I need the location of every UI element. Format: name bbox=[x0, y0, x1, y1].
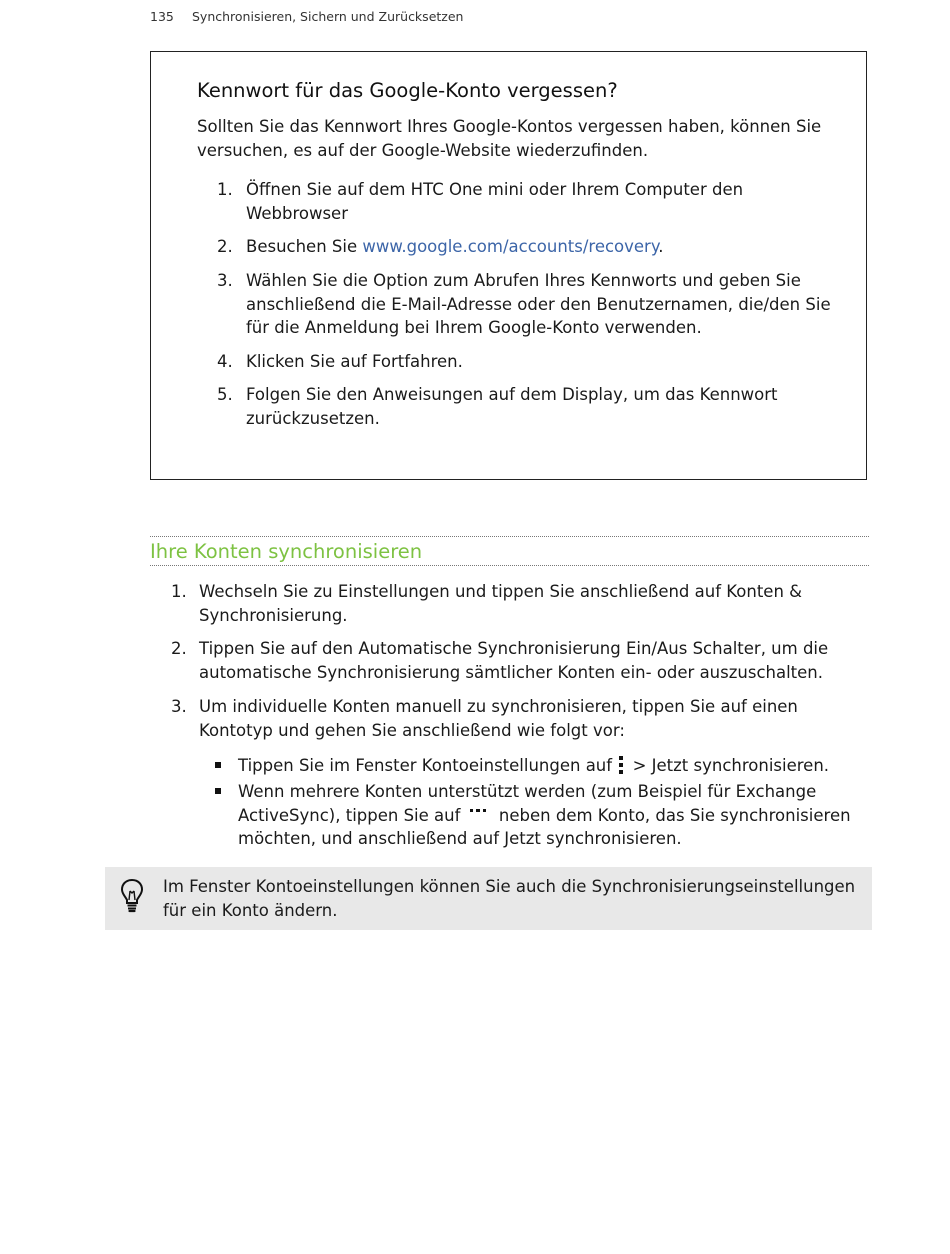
step-text-part: Schalter, um die automatische Synchronisierung sämtlicher Konten ein- oder auszuschalten. bbox=[199, 639, 829, 682]
bullet-marker bbox=[215, 788, 221, 794]
page-number: 135 bbox=[150, 9, 174, 24]
bullet-marker bbox=[215, 762, 221, 768]
bullet-text-part: > bbox=[627, 756, 652, 775]
step-text bbox=[246, 350, 846, 374]
ui-term: Ein/Aus bbox=[625, 639, 688, 658]
step-text-part: . bbox=[342, 605, 348, 625]
bullet-text-part: Wenn mehrere Konten unterstützt werden (zum Beispiel für Exchange ActiveSync), tippen Sie auf bbox=[238, 782, 817, 825]
step-text-part: . bbox=[457, 352, 463, 371]
bullet-text-part: . bbox=[823, 756, 830, 775]
bullet-text-part: . bbox=[676, 829, 682, 848]
step-text: Wählen Sie die Option zum Abrufen Ihres Kennworts und geben Sie anschließend die E-Mail-Adresse oder den Benutzernamen, die/den Sie für die Anmeldung bei Ihrem Google-Konto verwenden. bbox=[246, 271, 831, 337]
more-horizontal-icon bbox=[470, 809, 488, 817]
lightbulb-icon bbox=[119, 878, 145, 914]
bullet-text bbox=[238, 780, 863, 851]
page-header bbox=[150, 9, 463, 24]
step-number: 4. bbox=[217, 352, 233, 371]
tip-text: Im Fenster Kontoeinstellungen können Sie auch die Synchronisierungseinstellungen für ein Konto ändern. bbox=[163, 877, 856, 920]
ui-term: Jetzt synchronisieren bbox=[504, 829, 677, 848]
bullet-text-part: neben dem Konto, das Sie synchronisieren möchten, und anschließend auf bbox=[238, 805, 851, 848]
ui-term: Konten & Synchronisierung bbox=[199, 582, 803, 625]
bullet-text bbox=[238, 754, 878, 778]
more-vertical-icon bbox=[619, 756, 623, 774]
section-divider-bottom bbox=[150, 565, 869, 566]
step-text-part: Besuchen Sie bbox=[246, 237, 363, 256]
box-intro: Sollten Sie das Kennwort Ihres Google-Kontos vergessen haben, können Sie versuchen, es auf der Google-Website wiederzufinden. bbox=[197, 117, 822, 160]
step-text-part: Tippen Sie auf den Automatische Synchronisierung bbox=[199, 639, 626, 658]
step-number: 5. bbox=[217, 385, 233, 404]
step-text: Öffnen Sie auf dem HTC One mini oder Ihrem Computer den Webbrowser bbox=[246, 180, 744, 223]
step-text bbox=[199, 580, 819, 627]
tip-box bbox=[105, 867, 872, 930]
box-title: Kennwort für das Google-Konto vergessen? bbox=[197, 79, 618, 102]
step-number: 3. bbox=[171, 697, 187, 716]
step-text-part: Wechseln Sie zu Einstellungen und tippen Sie anschließend auf bbox=[199, 582, 727, 601]
info-box bbox=[150, 51, 867, 480]
step-text bbox=[246, 235, 846, 259]
section-title: Ihre Konten synchronisieren bbox=[150, 540, 423, 563]
step-number: 1. bbox=[217, 180, 233, 199]
chapter-title: Synchronisieren, Sichern und Zurücksetzen bbox=[192, 9, 464, 24]
step-number: 2. bbox=[217, 237, 233, 256]
step-number: 2. bbox=[171, 639, 187, 658]
bullet-text-part: Tippen Sie im Fenster Kontoeinstellungen auf bbox=[238, 756, 618, 775]
step-text-part: . bbox=[658, 237, 664, 256]
step-text bbox=[199, 637, 849, 684]
step-text: Um individuelle Konten manuell zu synchronisieren, tippen Sie auf einen Kontotyp und gehen Sie anschließend wie folgt vor: bbox=[199, 697, 798, 740]
ui-term: Fortfahren bbox=[371, 352, 458, 371]
step-text: Folgen Sie den Anweisungen auf dem Display, um das Kennwort zurückzusetzen. bbox=[246, 385, 778, 428]
recovery-link[interactable]: www.google.com/accounts/recovery bbox=[362, 237, 659, 256]
step-number: 3. bbox=[217, 271, 233, 290]
step-number: 1. bbox=[171, 582, 187, 601]
step-text-part: Klicken Sie auf bbox=[246, 352, 372, 371]
ui-term: Jetzt synchronisieren bbox=[651, 756, 824, 775]
section-divider-top bbox=[150, 536, 869, 537]
